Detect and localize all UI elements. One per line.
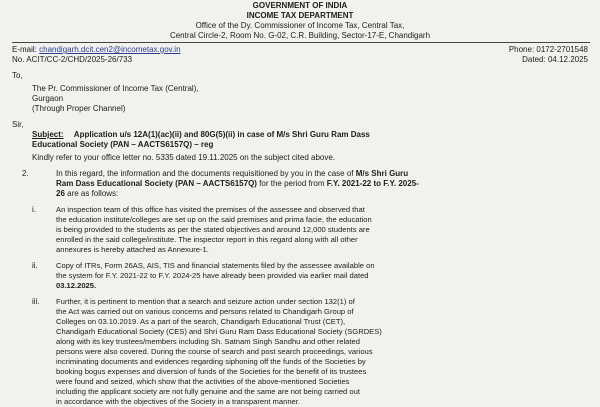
- item-iii-line-5: along with its key trustees/members including Sh. Satnam Singh Sandhu and other related: [56, 337, 360, 346]
- salutation: Sir,: [12, 120, 24, 129]
- subject-label: Subject:: [32, 130, 64, 139]
- reference-number: No. ACIT/CC-2/CHD/2025-26/733: [12, 55, 133, 64]
- item-iii-line-6: persons were also covered. During the course of search and post search proceedings, various: [56, 347, 373, 356]
- item-iii-line-11: in accordance with the objectives of the Society in a transparent manner.: [56, 397, 300, 406]
- item-iii-line-9: were found and seized, which show that the activities of the above-mentioned Societies: [56, 377, 350, 386]
- para-2-text-follows: are as follows:: [64, 189, 119, 198]
- item-iii-line-10: including the applicant society are not fully genuine and the same are not being carried out: [56, 387, 360, 396]
- item-iii-line-2: the Act was carried out on various concerns and persons related to Chandigarh Group of: [56, 307, 354, 316]
- item-iii-number: iii.: [32, 297, 40, 306]
- item-i-line-1: An inspection team of this office has visited the premises of the assessee and observed that: [56, 205, 365, 214]
- item-iii-line-1: Further, it is pertinent to mention that a search and seizure action under section 132(1) of: [56, 297, 355, 306]
- para-2-text: In this regard, the information and the documents requisitioned by you in the case of: [56, 169, 356, 178]
- addressee-line-1: The Pr. Commissioner of Income Tax (Central),: [32, 84, 199, 93]
- para-2-entity-pan: Ram Dass Educational Society (PAN – AACTS6157Q): [56, 179, 257, 188]
- item-ii-number: ii.: [32, 261, 38, 270]
- item-iii-line-4: Chandigarh Educational Society (CES) and Shri Guru Ram Dass Educational Society (SGRDES): [56, 327, 382, 336]
- item-ii-line-2: the system for F.Y. 2021-22 to F.Y. 2024-25 have already been provided via earlier mail dated: [56, 271, 369, 280]
- item-ii-line-3: 03.12.2025.: [56, 281, 97, 290]
- header-department: INCOME TAX DEPARTMENT: [246, 11, 354, 20]
- header-government: GOVERNMENT OF INDIA: [252, 1, 348, 10]
- para-2-line-1: [56, 169, 408, 179]
- item-iii-line-8: booking bogus expenses and diversion of funds of the Societies for the benefit of its trustees: [56, 367, 367, 376]
- header-office: Office of the Dy. Commissioner of Income Tax, Central Tax,: [195, 21, 405, 30]
- item-i-number: i.: [32, 205, 36, 214]
- reference-line: Kindly refer to your office letter no. 5335 dated 19.11.2025 on the subject cited above.: [32, 153, 336, 162]
- item-i-line-5: annexures is hereby attached as Annexure-1.: [56, 245, 209, 254]
- item-iii-line-3: Colleges on 03.10.2019. As a part of the search, Chandigarh Educational Trust (CET),: [56, 317, 346, 326]
- para-2-line-2: [56, 179, 419, 189]
- email-link[interactable]: chandigarh.dcit.cen2@incometax.gov.in: [39, 45, 181, 54]
- header-address: Central Circle-2, Room No. G-02, C.R. Building, Sector-17-E, Chandigarh: [169, 31, 431, 40]
- para-2-period-start: F.Y. 2021-22 to F.Y. 2025-: [326, 179, 419, 188]
- item-ii-line-1: Copy of ITRs, Form 26AS, AIS, TIS and financial statements filed by the assessee available on: [56, 261, 375, 270]
- header-divider: [12, 42, 590, 43]
- para-2-period-end: 26: [56, 189, 65, 198]
- item-i-line-4: enrolled in the said college/institute. The inspector report in this regard along with all other: [56, 235, 358, 244]
- addressee-line-3: (Through Proper Channel): [32, 104, 126, 113]
- addressee-line-2: Gurgaon: [32, 94, 64, 103]
- subject-line-2: Educational Society (PAN – AACTS6157Q) – reg: [32, 140, 214, 149]
- item-i-line-3: is being provided to the students as per the stated objectives and around 12,000 students are: [56, 225, 370, 234]
- to-label: To,: [12, 71, 23, 80]
- para-2-line-3: [56, 189, 118, 199]
- phone-number: Phone: 0172-2701548: [508, 45, 588, 54]
- para-2-number: 2.: [22, 169, 29, 178]
- email-label: E-mail:: [12, 45, 37, 54]
- letter-date: Dated: 04.12.2025: [522, 55, 588, 64]
- email-line: [12, 45, 181, 55]
- subject-text-1: Application u/s 12A(1)(ac)(ii) and 80G(5)(ii) in case of M/s Shri Guru Ram Dass: [73, 130, 370, 139]
- item-i-line-2: the education institute/colleges are set up on the said premises and prima facie, the education: [56, 215, 372, 224]
- para-2-entity: M/s Shri Guru: [355, 169, 409, 178]
- subject-line-1: [32, 130, 370, 140]
- para-2-text-period: for the period from: [256, 179, 327, 188]
- item-iii-line-7: incriminating documents and evidences regarding siphoning off the funds of the Societies by: [56, 357, 366, 366]
